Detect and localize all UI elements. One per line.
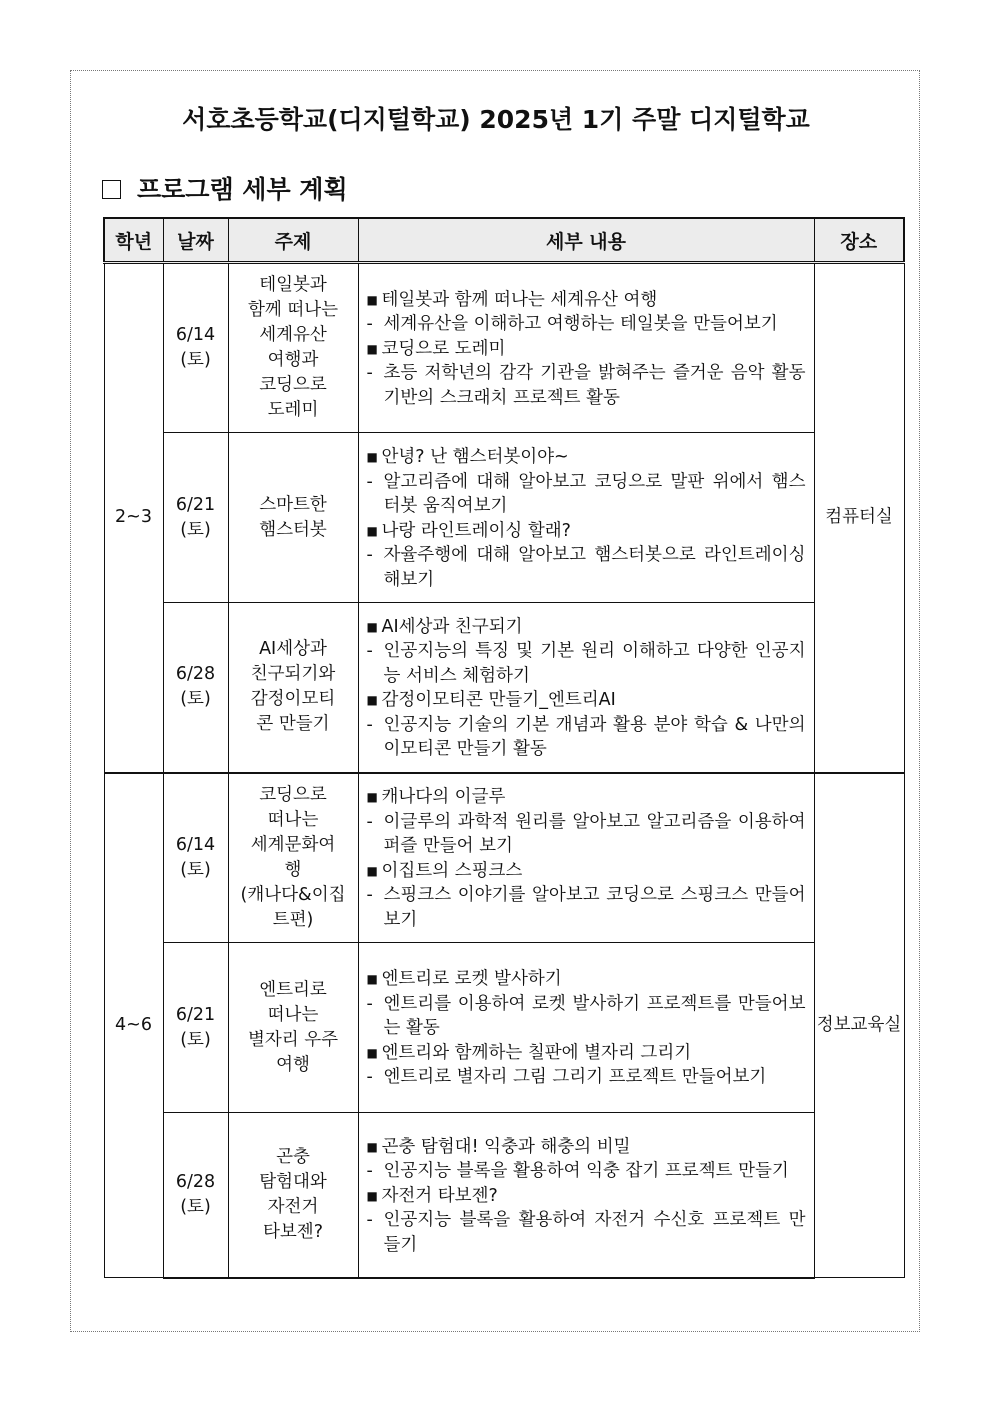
detail-description-text: 스핑크스 이야기를 알아보고 코딩으로 스핑크스 만들어보기: [383, 885, 806, 930]
detail-heading-text: 감정이모티콘 만들기_엔트리AI: [381, 690, 616, 711]
detail-heading: [367, 1184, 806, 1209]
table-row: [104, 263, 904, 433]
weekday-text: (토): [180, 350, 211, 370]
detail-description-text: 인공지능 기술의 기본 개념과 활용 분야 학습 & 나만의 이모티콘 만들기 활동: [383, 714, 806, 760]
topic-line: 행: [284, 859, 302, 880]
topic-line: 친구되기와: [250, 664, 336, 685]
detail-description-text: 초등 저학년의 감각 기관을 밝혀주는 즐거운 음악 활동 기반의 스크래치 프로젝트 활동: [383, 363, 806, 408]
table-row: [104, 603, 904, 773]
detail-heading: [367, 688, 806, 713]
detail-heading-text: 테일봇과 함께 떠나는 세계유산 여행: [381, 289, 658, 310]
square-bullet-icon: ■: [366, 790, 378, 805]
date-cell: [163, 433, 228, 603]
topic-line: 도레미: [267, 400, 319, 420]
square-bullet-icon: ■: [366, 972, 378, 987]
detail-heading-text: 자전거 타보젠?: [381, 1185, 498, 1206]
detail-cell: [358, 603, 814, 773]
topic-line: 엔트리로: [259, 979, 327, 1000]
detail-description: [367, 883, 806, 932]
weekday-text: (토): [180, 1196, 211, 1217]
detail-description-text: 세계유산을 이해하고 여행하는 테일봇을 만들어보기: [383, 314, 778, 335]
detail-heading-text: 엔트리로 로켓 발사하기: [381, 969, 562, 990]
square-bullet-icon: ■: [366, 863, 378, 878]
detail-cell: [358, 943, 814, 1113]
square-bullet-icon: ■: [366, 1188, 378, 1203]
dash-bullet-icon: -: [366, 545, 373, 565]
header-detail: 세부 내용: [358, 218, 814, 263]
grade-cell: 2~3: [104, 263, 163, 773]
detail-heading: [367, 967, 806, 992]
topic-cell: [228, 433, 358, 603]
detail-heading-text: 이집트의 스핑크스: [381, 860, 523, 881]
detail-description: [367, 1208, 806, 1257]
table-body: [104, 263, 904, 1278]
detail-description: [367, 639, 806, 688]
checkbox-square-icon: [102, 180, 121, 199]
weekday-text: (토): [180, 1029, 211, 1050]
detail-description: [367, 1159, 806, 1184]
topic-line: 여행과: [267, 350, 319, 370]
detail-cell: [358, 1113, 814, 1278]
topic-cell: [228, 603, 358, 773]
topic-line: 떠나는: [267, 809, 319, 830]
detail-description: [367, 543, 806, 592]
detail-heading: [367, 337, 806, 362]
detail-description-text: 알고리즘에 대해 알아보고 코딩으로 말판 위에서 햄스터봇 움직여보기: [383, 471, 806, 516]
dash-bullet-icon: -: [366, 471, 373, 492]
topic-line: 함께 떠나는: [247, 300, 339, 320]
detail-heading-text: 안녕? 난 햄스터봇이야~: [381, 447, 569, 467]
place-cell: 컴퓨터실: [814, 263, 904, 773]
date-text: 6/21: [175, 494, 216, 515]
topic-line: 타보젠?: [262, 1221, 323, 1242]
detail-description: [367, 361, 806, 410]
dash-bullet-icon: -: [366, 993, 373, 1014]
detail-description-text: 인공지능의 특징 및 기본 원리 이해하고 다양한 인공지능 서비스 체험하기: [383, 641, 806, 686]
square-bullet-icon: ■: [366, 341, 378, 356]
topic-line: 스마트한: [259, 494, 327, 515]
date-cell: [163, 773, 228, 943]
detail-heading: [367, 1135, 806, 1160]
square-bullet-icon: ■: [366, 619, 378, 634]
detail-description: [367, 992, 806, 1041]
topic-cell: [228, 773, 358, 943]
detail-heading: [367, 519, 806, 544]
topic-line: 세계유산: [259, 325, 327, 345]
detail-cell: [358, 263, 814, 433]
dash-bullet-icon: -: [366, 885, 373, 906]
square-bullet-icon: ■: [366, 450, 378, 464]
dash-bullet-icon: -: [366, 1210, 373, 1230]
detail-description-text: 이글루의 과학적 원리를 알아보고 알고리즘을 이용하여 퍼즐 만들어 보기: [383, 811, 806, 857]
topic-line: 별자리 우주: [247, 1029, 339, 1050]
header-date: 날짜: [163, 218, 228, 263]
detail-heading-text: 캐나다의 이글루: [381, 787, 506, 808]
detail-heading: [367, 445, 806, 470]
date-text: 6/14: [175, 834, 216, 855]
detail-description: [367, 470, 806, 519]
detail-cell: [358, 433, 814, 603]
dash-bullet-icon: -: [366, 1161, 373, 1181]
detail-description-text: 인공지능 블록을 활용하여 자전거 수신호 프로젝트 만들기: [383, 1210, 806, 1255]
detail-heading-text: 코딩으로 도레미: [381, 338, 506, 359]
table-row: [104, 1113, 904, 1278]
date-text: 6/28: [175, 1171, 216, 1192]
topic-line: 테일봇과: [259, 275, 327, 295]
topic-line: 코딩으로: [259, 375, 327, 395]
dash-bullet-icon: -: [366, 314, 373, 335]
table-header-row: [104, 218, 904, 263]
topic-line: 트편): [272, 909, 314, 930]
topic-line: 탐험대와: [259, 1171, 327, 1192]
weekday-text: (토): [180, 689, 211, 710]
dash-bullet-icon: -: [366, 1067, 373, 1088]
topic-line: 코딩으로: [259, 784, 327, 805]
topic-line: 자전거: [267, 1196, 319, 1217]
detail-description-text: 엔트리를 이용하여 로켓 발사하기 프로젝트를 만들어보는 활동: [383, 993, 806, 1039]
detail-description: [367, 1065, 806, 1090]
topic-line: 세계문화여: [250, 834, 336, 855]
detail-heading: [367, 288, 806, 313]
detail-heading: [367, 785, 806, 810]
table-row: [104, 773, 904, 943]
topic-line: 여행: [276, 1054, 310, 1075]
weekday-text: (토): [180, 519, 211, 540]
square-bullet-icon: ■: [366, 1045, 378, 1060]
header-grade: 학년: [104, 218, 163, 263]
topic-line: AI세상과: [259, 639, 327, 660]
detail-heading: [367, 615, 806, 640]
weekday-text: (토): [180, 859, 211, 880]
program-plan-table: [103, 217, 905, 1279]
detail-heading-text: AI세상과 친구되기: [381, 616, 523, 637]
detail-heading-text: 엔트리와 함께하는 칠판에 별자리 그리기: [381, 1042, 692, 1063]
table-row: [104, 433, 904, 603]
dash-bullet-icon: -: [366, 811, 373, 832]
detail-heading-text: 나랑 라인트레이싱 할래?: [381, 520, 571, 541]
grade-cell: 4~6: [104, 773, 163, 1278]
detail-description: [367, 810, 806, 859]
date-cell: [163, 263, 228, 433]
detail-description-text: 인공지능 블록을 활용하여 익충 잡기 프로젝트 만들기: [383, 1161, 789, 1181]
topic-cell: [228, 263, 358, 433]
topic-cell: [228, 943, 358, 1113]
dash-bullet-icon: -: [366, 714, 373, 735]
square-bullet-icon: ■: [366, 1139, 378, 1154]
topic-cell: [228, 1113, 358, 1278]
detail-heading-text: 곤충 탐험대! 익충과 해충의 비밀: [381, 1136, 631, 1157]
date-text: 6/28: [175, 664, 216, 685]
topic-line: (캐나다&이집: [240, 884, 346, 905]
date-text: 6/14: [175, 325, 216, 345]
dash-bullet-icon: -: [366, 363, 373, 384]
table-row: [104, 943, 904, 1113]
header-topic: 주제: [228, 218, 358, 263]
topic-line: 떠나는: [267, 1004, 319, 1025]
header-place: 장소: [814, 218, 904, 263]
detail-description: [367, 713, 806, 762]
place-cell: 정보교육실: [814, 773, 904, 1278]
detail-description-text: 엔트리로 별자리 그림 그리기 프로젝트 만들어보기: [383, 1067, 767, 1088]
detail-cell: [358, 773, 814, 943]
detail-description: [367, 312, 806, 337]
document-title: 서호초등학교(디지털학교) 2025년 1기 주말 디지털학교: [182, 105, 810, 134]
detail-description-text: 자율주행에 대해 알아보고 햄스터봇으로 라인트레이싱 해보기: [383, 545, 806, 590]
date-cell: [163, 1113, 228, 1278]
square-bullet-icon: ■: [366, 292, 378, 307]
topic-line: 곤충: [276, 1146, 310, 1167]
square-bullet-icon: ■: [366, 523, 378, 538]
detail-heading: [367, 1041, 806, 1066]
topic-line: 감정이모티: [250, 689, 336, 710]
date-cell: [163, 943, 228, 1113]
square-bullet-icon: ■: [366, 693, 378, 708]
date-text: 6/21: [175, 1004, 216, 1025]
section-heading: [102, 170, 348, 206]
topic-line: 콘 만들기: [256, 714, 330, 735]
dash-bullet-icon: -: [366, 641, 373, 662]
date-cell: [163, 603, 228, 773]
topic-line: 햄스터봇: [259, 519, 327, 540]
section-heading-text: 프로그램 세부 계획: [137, 175, 348, 204]
detail-heading: [367, 859, 806, 884]
